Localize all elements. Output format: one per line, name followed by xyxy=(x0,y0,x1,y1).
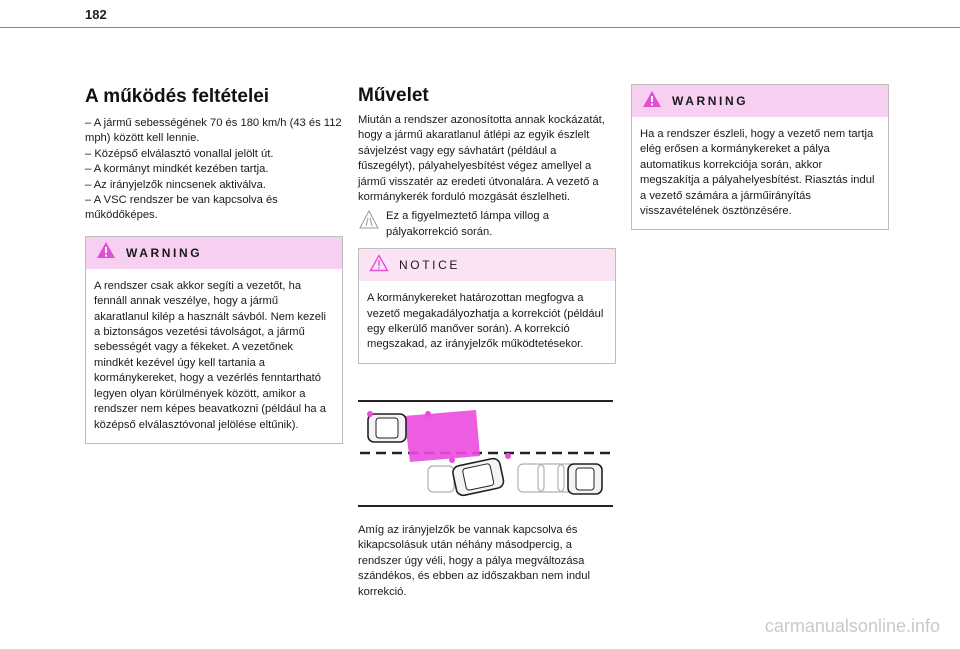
notice-header xyxy=(359,249,615,281)
list-item: – A VSC rendszer be van kapcsolva és működőképes. xyxy=(85,194,278,222)
warning-header xyxy=(86,237,342,269)
warning-text: Ha a rendszer észleli, hogy a vezető nem tartja elég erősen a kormánykereket a pálya automatikus korrekciója során, akkor megszakítja a pályahelyesbítést. Riasztás indul a vezető számára a járműirányítás visszavételének ösztönzésére. xyxy=(640,128,875,218)
notice-title: NOTICE xyxy=(399,258,460,273)
notice-text: A kormánykereket határozottan megfogva a vezető megakadályozhatja a korrekciót (például egy elkerülő manőver során). A korrekció megszakad, az irányjelzők működtetésekor. xyxy=(367,292,604,351)
notice-box xyxy=(358,248,616,364)
warning-box-2 xyxy=(631,84,889,230)
warning-header xyxy=(632,85,888,117)
column-warning xyxy=(631,84,889,230)
warning-triangle-icon xyxy=(642,90,662,113)
watermark: carmanualsonline.info xyxy=(764,616,940,636)
car-bottom-icon xyxy=(452,457,505,496)
column-operation xyxy=(358,80,616,364)
warning-text: A rendszer csak akkor segíti a vezetőt, ha fennáll annak veszélye, hogy a jármű akaratlanul kilép a használt sávból. Nem kezeli a biztonságos vezetési távolságot, a jármű sebességét vagy a fékeket. A vezetőnek mindkét kezével úgy kell tartania a kormánykereket, hogy a vezérlés fenntartható legyen olyan körülmények között, amikor a rendszer nem képes beavatkozni (például ha a középső elválasztóvonal jelölése eltűnik). xyxy=(94,279,326,431)
illustration-bottom-rule xyxy=(358,505,613,507)
warning-box-1 xyxy=(85,236,343,444)
car-right-icon xyxy=(568,464,602,494)
list-item: – A kormányt mindkét kezében tartja. xyxy=(85,163,269,176)
conditions-list xyxy=(85,116,343,224)
operation-intro: Miután a rendszer azonosította annak kockázatát, hogy a jármű akaratlanul átlépi az egyik észlelt sávjelzést vagy egy sávhatárt (például a fűszegélyt), pályahelyesbítést végez amellyel a jármű visszatér az eredeti útvonalára. A vezető a kormánykerék forduló mozgását észlelheti. xyxy=(358,114,605,204)
notice-triangle-icon xyxy=(369,254,389,277)
lamp-note xyxy=(358,209,616,240)
warning-title: WARNING xyxy=(672,94,749,108)
after-correction-text: Amíg az irányjelzők be vannak kapcsolva és kikapcsolásuk után néhány másodpercig, a rendszer úgy véli, hogy a pálya megváltozása szándékos, és ebben az időszakban nem indul korrekció. xyxy=(358,524,590,598)
page-number: 182 xyxy=(85,7,107,22)
list-item: – A jármű sebességének 70 és 180 km/h (43 és 112 mph) között kell lennie. xyxy=(85,117,342,145)
header-rule xyxy=(0,27,960,28)
lamp-note-text: Ez a figyelmeztető lámpa villog a pályakorrekció során. xyxy=(386,210,549,238)
lane-correction-illustration xyxy=(358,404,613,502)
section-title-operation: Művelet xyxy=(358,85,429,106)
list-item: – Az irányjelzők nincsenek aktiválva. xyxy=(85,178,266,191)
section-title-conditions: A működés feltételei xyxy=(85,86,270,107)
lane-warning-lamp-icon xyxy=(358,209,380,240)
column-conditions xyxy=(85,80,343,444)
car-top-icon xyxy=(368,414,406,442)
warning-triangle-icon xyxy=(96,241,116,264)
illustration-top-rule xyxy=(358,400,613,402)
warning-title: WARNING xyxy=(126,245,203,260)
list-item: – Középső elválasztó vonallal jelölt út. xyxy=(85,147,274,160)
